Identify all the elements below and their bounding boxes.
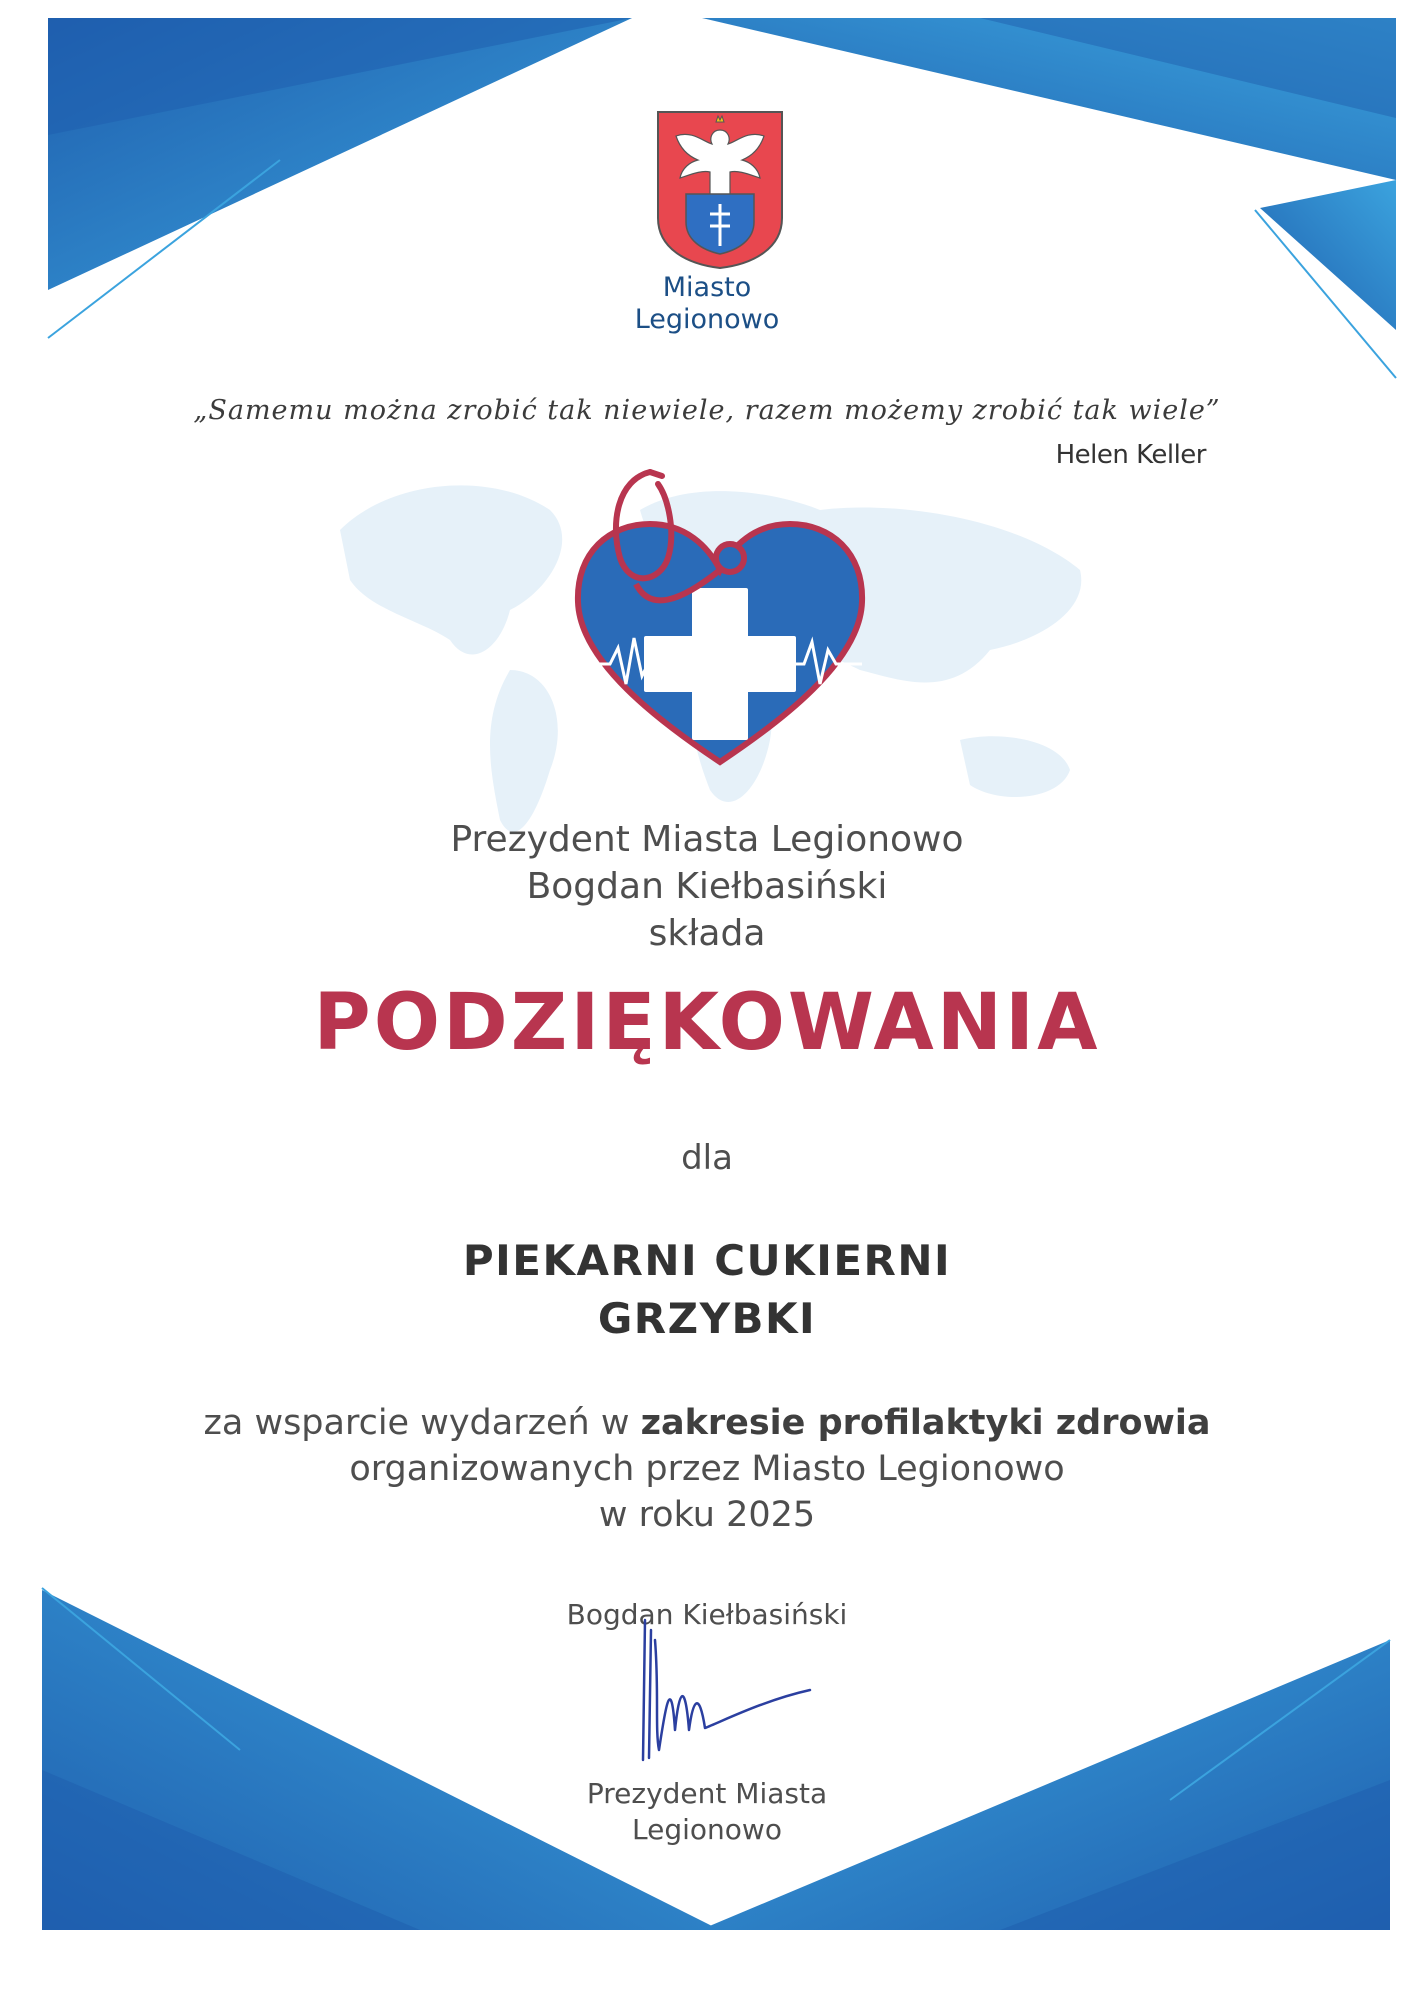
- reason-line-2: organizowanych przez Miasto Legionowo: [349, 1449, 1065, 1489]
- reason-line-3: w roku 2025: [598, 1495, 816, 1535]
- quote-text: „Samemu można zrobić tak niewiele, razem możemy zrobić tak wiele”: [193, 395, 1221, 426]
- recipient-line-1: PIEKARNI CUKIERNI: [462, 1236, 952, 1285]
- reason-line-1-bold: zakresie profilaktyki zdrowia: [640, 1403, 1211, 1443]
- recipient-line-2: GRZYBKI: [597, 1294, 817, 1343]
- giver-line-3: składa: [648, 913, 766, 954]
- certificate-title: PODZIĘKOWANIA: [313, 978, 1101, 1068]
- city-name-line-1: Miasto: [662, 272, 752, 303]
- giver-line-1: Prezydent Miasta Legionowo: [450, 819, 964, 860]
- reason-block: [0, 1400, 1414, 1538]
- quote-author: Helen Keller: [1055, 440, 1206, 470]
- for-word: dla: [681, 1138, 733, 1178]
- city-name: [557, 272, 857, 336]
- reason-line-1: [0, 1400, 1414, 1446]
- signer-role-line-2: Legionowo: [632, 1813, 782, 1846]
- recipient-name: [0, 1232, 1414, 1348]
- city-name-line-2: Legionowo: [634, 304, 780, 335]
- handwritten-signature: [625, 1610, 825, 1770]
- signer-name: Bogdan Kiełbasiński: [566, 1598, 848, 1631]
- giver-line-2: Bogdan Kiełbasiński: [526, 866, 888, 907]
- signer-role: [0, 1776, 1414, 1848]
- heart-stethoscope-cross-icon: [540, 462, 900, 782]
- giver-block: [0, 816, 1414, 957]
- reason-line-1-start: za wsparcie wydarzeń w: [203, 1403, 641, 1443]
- coat-of-arms-legionowo-icon: [654, 108, 786, 270]
- signer-role-line-1: Prezydent Miasta: [586, 1777, 828, 1810]
